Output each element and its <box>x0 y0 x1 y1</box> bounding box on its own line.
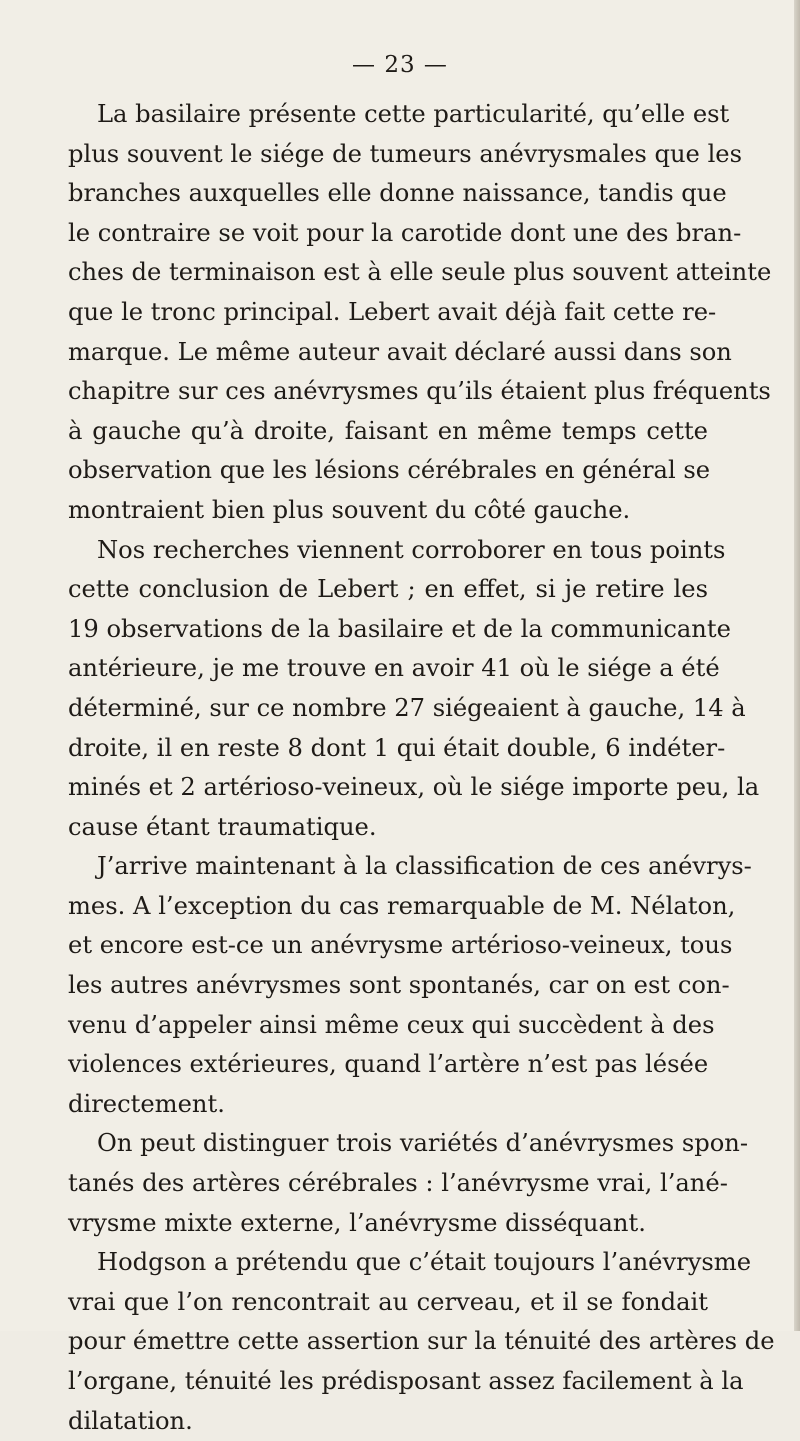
text-line: minés et 2 artérioso-veineux, où le siége importe peu, la <box>68 773 760 802</box>
text-line: l’organe, ténuité les prédisposant assez facilement à la <box>68 1367 744 1395</box>
text-line: dilatation. <box>68 1406 193 1435</box>
text-line: droite, il en reste 8 dont 1 qui était double, 6 indéter- <box>68 733 726 762</box>
text-line: On peut distinguer trois variétés d’anévrysmes spon- <box>97 1129 749 1158</box>
text-line: mes. A l’exception du cas remarquable de M. Nélaton, <box>68 891 736 920</box>
paragraph <box>68 847 752 1124</box>
text-line: montraient bien plus souvent du côté gauche. <box>68 495 631 524</box>
text-line: Nos recherches viennent corroborer en tous points <box>97 535 726 564</box>
text-line: plus souvent le siége de tumeurs anévrysmales que les <box>68 139 743 168</box>
text-line: et encore est-ce un anévrysme artérioso-veineux, tous <box>68 931 733 960</box>
page-number: — 23 — <box>352 52 448 78</box>
text-line: le contraire se voit pour la carotide dont une des bran- <box>68 218 742 247</box>
text-line: vrai que l’on rencontrait au cerveau, et il se fondait <box>68 1287 708 1316</box>
text-line: cause étant traumatique. <box>68 812 377 841</box>
paragraph <box>68 1243 775 1441</box>
text-line: 19 observations de la basilaire et de la communicante <box>68 614 731 643</box>
text-line: les autres anévrysmes sont spontanés, car on est con- <box>68 971 730 1000</box>
paragraph <box>68 531 760 848</box>
text-line: tanés des artères cérébrales : l’anévrysme vrai, l’ané- <box>68 1169 728 1198</box>
text-line: venu d’appeler ainsi même ceux qui succèdent à des <box>68 1010 715 1039</box>
text-line: à gauche qu’à droite, faisant en même temps cette <box>68 416 708 445</box>
text-line: déterminé, sur ce nombre 27 siégeaient à gauche, 14 à <box>68 693 746 722</box>
text-line: cette conclusion de Lebert ; en effet, si je retire les <box>68 575 708 604</box>
text-line: J’arrive maintenant à la classification de ces anévrys- <box>97 852 752 881</box>
paragraph <box>68 95 772 531</box>
text-line: vrysme mixte externe, l’anévrysme disséquant. <box>68 1208 646 1237</box>
text-line: pour émettre cette assertion sur la ténuité des artères de <box>68 1327 775 1356</box>
text-line: ches de terminaison est à elle seule plus souvent atteinte <box>68 258 772 287</box>
text-line: violences extérieures, quand l’artère n’est pas lésée <box>68 1050 709 1079</box>
text-line: Hodgson a prétendu que c’était toujours l’anévrysme <box>97 1248 752 1277</box>
text-line: antérieure, je me trouve en avoir 41 où le siége a été <box>68 654 720 683</box>
text-line: marque. Le même auteur avait déclaré aussi dans son <box>68 337 732 366</box>
text-line: observation que les lésions cérébrales en général se <box>68 456 711 485</box>
page-edge <box>794 0 800 1331</box>
text-line: branches auxquelles elle donne naissance, tandis que <box>68 179 727 208</box>
body-text <box>68 95 775 1441</box>
text-line: chapitre sur ces anévrysmes qu’ils étaient plus fréquents <box>68 377 771 406</box>
paragraph <box>68 1124 749 1243</box>
text-line: directement. <box>68 1089 225 1118</box>
text-line: que le tronc principal. Lebert avait déjà fait cette re- <box>68 297 717 326</box>
text-line: La basilaire présente cette particularité, qu’elle est <box>97 100 730 128</box>
